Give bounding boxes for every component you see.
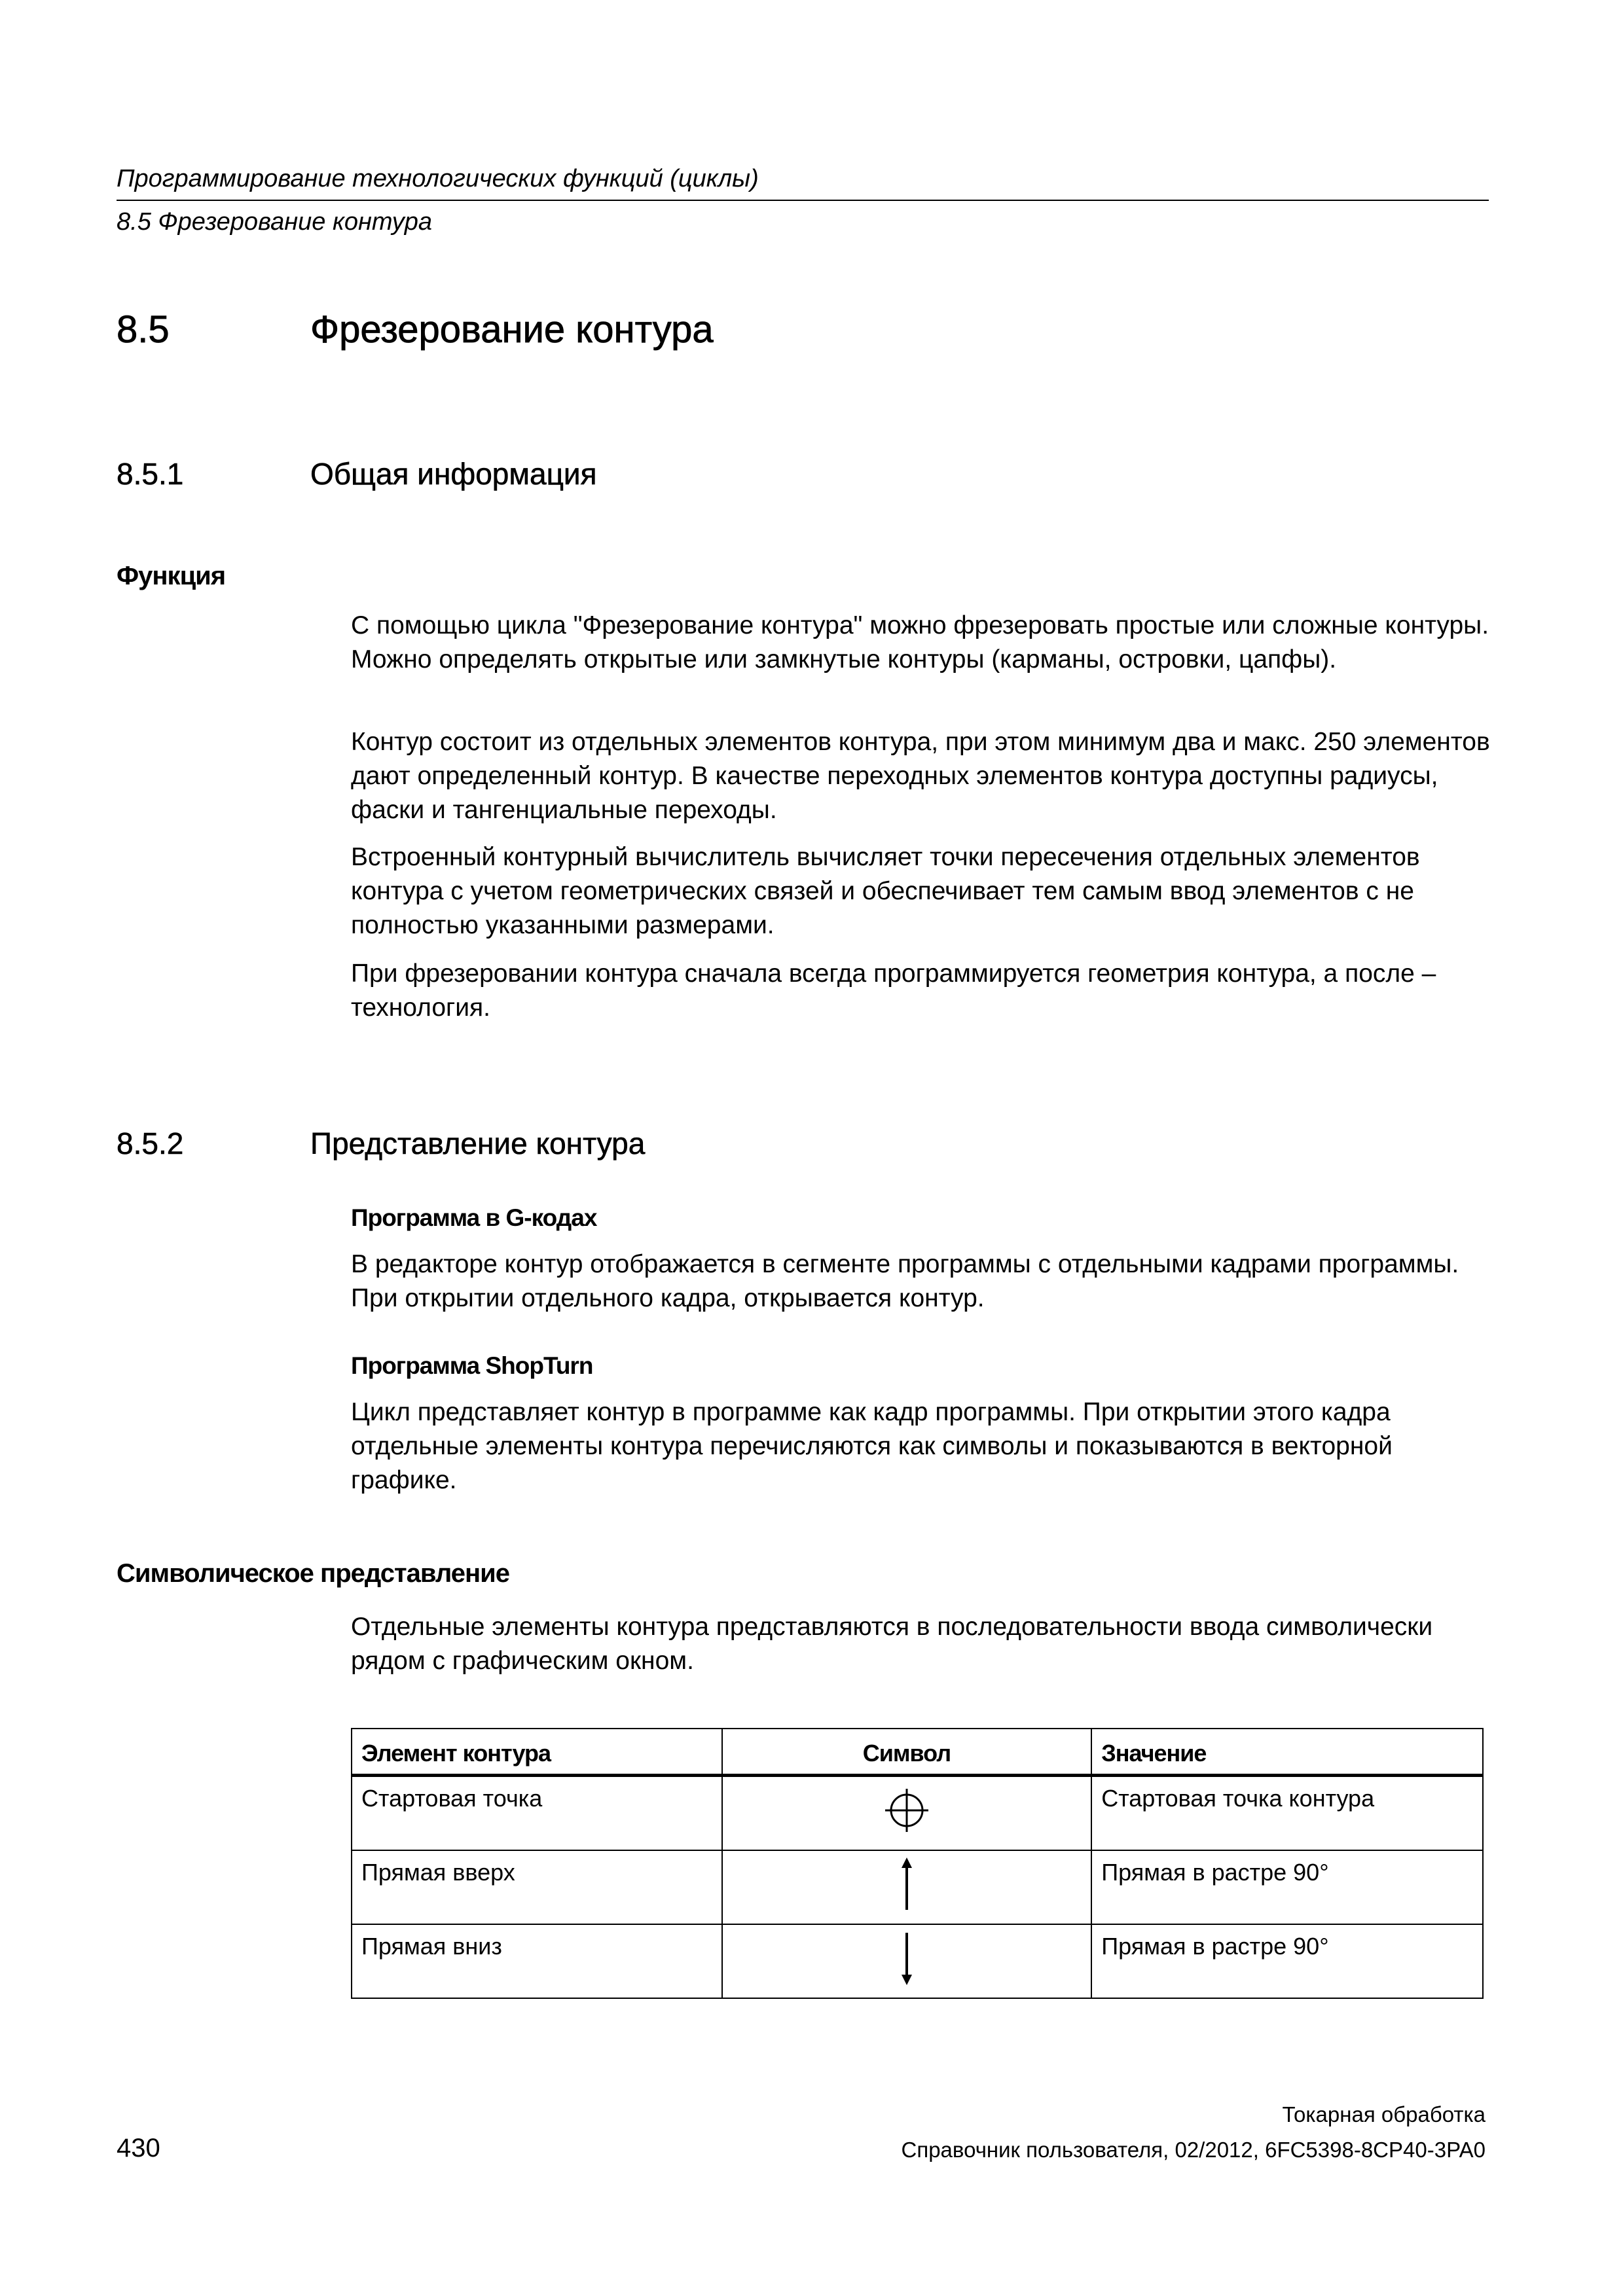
- table-header-element: Элемент контура: [352, 1729, 722, 1776]
- symbolic-paragraph: Отдельные элементы контура представляются в последовательности ввода символически рядом с графическим окном.: [351, 1613, 1433, 1675]
- function-paragraph-3: Встроенный контурный вычислитель вычисляет точки пересечения отдельных элементов контура с учетом геометрических связей и обеспечивает тем самым ввод элементов с не полностью указанными размерами.: [351, 843, 1420, 939]
- gcode-paragraph: В редакторе контур отображается в сегменте программы с отдельными кадрами программы. При открытии отдельного кадра, открывается контур.: [351, 1250, 1459, 1312]
- table-cell-meaning: Стартовая точка контура: [1091, 1776, 1483, 1851]
- subsection-2-number: 8.5.2: [117, 1126, 184, 1160]
- table-cell-symbol: [722, 1776, 1092, 1851]
- table-cell-symbol: [722, 1850, 1092, 1924]
- table-cell-element: Стартовая точка: [352, 1776, 722, 1851]
- footer-doc-ref: Справочник пользователя, 02/2012, 6FC5398-8CP40-3PA0: [901, 2138, 1486, 2162]
- contour-element-table: [351, 1728, 1484, 1999]
- section-number: 8.5: [117, 308, 170, 351]
- function-paragraph-4: При фрезеровании контура сначала всегда программируется геометрия контура, а после – технология.: [351, 960, 1436, 1022]
- arrow-down-icon: [894, 1929, 920, 1988]
- arrow-up-icon: [894, 1855, 920, 1914]
- page-number: 430: [117, 2134, 160, 2162]
- table-row: [352, 1776, 1483, 1851]
- function-paragraph-2: Контур состоит из отдельных элементов контура, при этом минимум два и макс. 250 элементов дают определенный контур. В качестве переходных элементов контура доступны радиусы, фаски и тангенциальные переходы.: [351, 728, 1490, 824]
- running-header-section: 8.5 Фрезерование контура: [117, 208, 433, 236]
- subsection-1-number: 8.5.1: [117, 457, 184, 491]
- table-header-symbol: Символ: [722, 1729, 1092, 1776]
- table-cell-meaning: Прямая в растре 90°: [1091, 1850, 1483, 1924]
- running-header-chapter: Программирование технологических функций (циклы): [117, 165, 759, 192]
- header-rule: [117, 200, 1489, 201]
- subsection-1-title: Общая информация: [310, 457, 597, 491]
- function-paragraph-1: С помощью цикла "Фрезерование контура" можно фрезеровать простые или сложные контуры. Можно определять открытые или замкнутые контуры (карманы, островки, цапфы).: [351, 611, 1489, 673]
- table-cell-symbol: [722, 1924, 1092, 1998]
- subsection-2-title: Представление контура: [310, 1126, 646, 1160]
- table-row: [352, 1850, 1483, 1924]
- symbolic-heading: Символическое представление: [117, 1559, 510, 1588]
- shopturn-heading: Программа ShopTurn: [351, 1352, 593, 1379]
- table-cell-meaning: Прямая в растре 90°: [1091, 1924, 1483, 1998]
- crosshair-icon: [877, 1781, 936, 1840]
- table-header-meaning: Значение: [1091, 1729, 1483, 1776]
- gcode-heading: Программа в G-кодах: [351, 1204, 597, 1231]
- table-row: [352, 1924, 1483, 1998]
- shopturn-paragraph: Цикл представляет контур в программе как кадр программы. При открытии этого кадра отдельные элементы контура перечисляются как символы и показываются в векторной графике.: [351, 1398, 1393, 1494]
- section-title: Фрезерование контура: [310, 308, 714, 351]
- footer-product: Токарная обработка: [1282, 2102, 1486, 2126]
- table-cell-element: Прямая вверх: [352, 1850, 722, 1924]
- table-header-row: [352, 1729, 1483, 1776]
- table-cell-element: Прямая вниз: [352, 1924, 722, 1998]
- function-heading: Функция: [117, 562, 226, 590]
